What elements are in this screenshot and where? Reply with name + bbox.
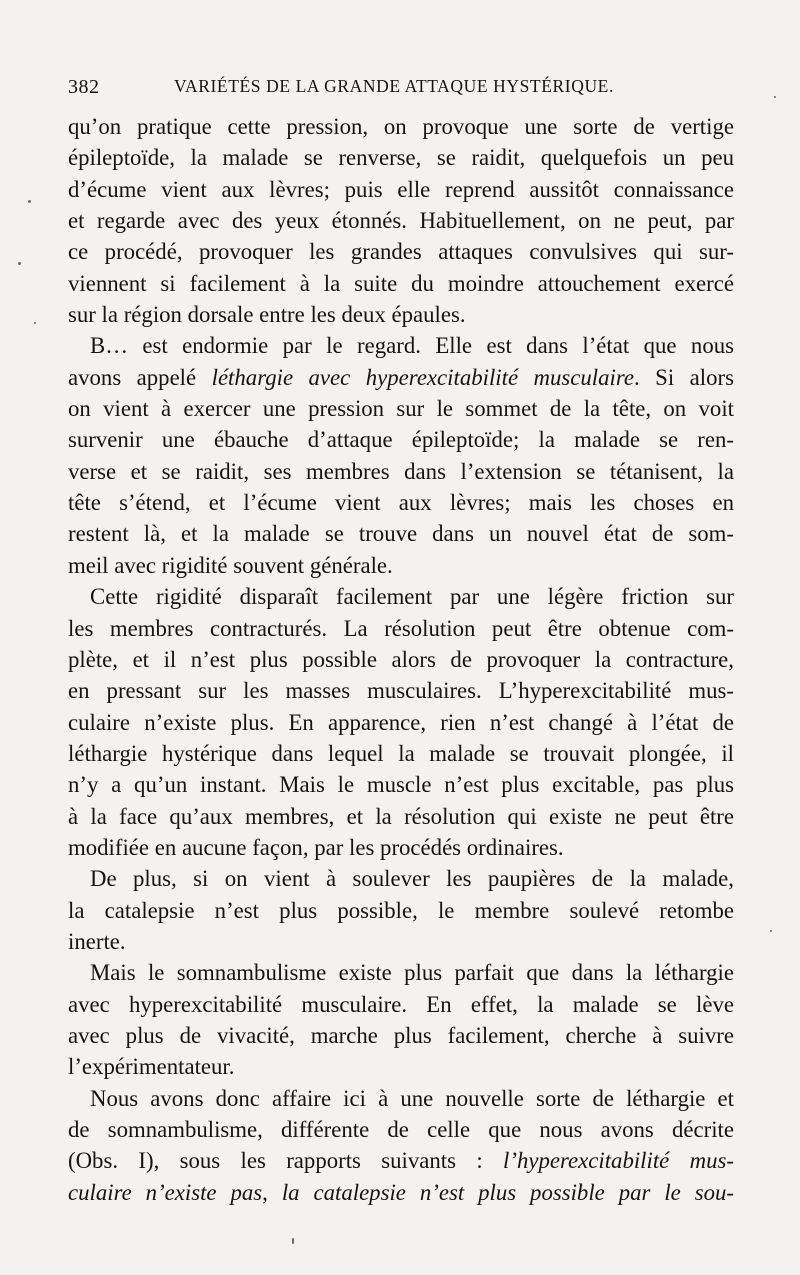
text-line: B… est endormie par le regard. Elle est dans l’état que nous [90, 333, 734, 359]
paragraph [68, 330, 734, 581]
text-line: culaire n’existe plus. En apparence, rien n’est changé à l’état de [68, 709, 734, 735]
text-line: l’expérimentateur. [68, 1054, 235, 1080]
text-line: léthargie hystérique dans lequel la malade se trouvait plongée, il [68, 740, 734, 766]
paragraph [68, 111, 734, 330]
text-line: Mais le somnambulisme existe plus parfait que dans la léthargie [90, 960, 734, 986]
italic-text: culaire n’existe pas [68, 1179, 263, 1205]
italic-text: l’hyperexcitabilité mus- [503, 1148, 734, 1174]
text-line: culaire n’existe pas, la catalepsie n’est plus possible par le sou- [68, 1179, 734, 1205]
paragraph [68, 581, 734, 863]
text-line: de somnambulisme, différente de celle que nous avons décrite [68, 1117, 734, 1142]
text-line: en pressant sur les masses musculaires. L’hyperexcitabilité mus- [68, 678, 734, 704]
paper-speck [770, 930, 772, 932]
text-line: avec plus de vivacité, marche plus facilement, cherche à suivre [68, 1022, 734, 1048]
text-line: modifiée en aucune façon, par les procédés ordinaires. [68, 834, 564, 860]
text-line: n’y a qu’un instant. Mais le muscle n’est plus excitable, pas plus [68, 772, 734, 798]
text-line: Nous avons donc affaire ici à une nouvelle sorte de léthargie et [90, 1085, 734, 1111]
running-title: VARIÉTÉS DE LA GRANDE ATTAQUE HYSTÉRIQUE. [174, 76, 614, 96]
text-line: inerte. [68, 928, 126, 954]
text-line: la catalepsie n’est plus possible, le membre soulevé retombe [68, 897, 734, 923]
text-line: verse et se raidit, ses membres dans l’extension se tétanisent, la [68, 458, 734, 484]
text-line: d’écume vient aux lèvres; puis elle reprend aussitôt connaissance [68, 176, 734, 202]
text-line: restent là, et la malade se trouve dans un nouvel état de som- [68, 521, 734, 547]
text-line: (Obs. I), sous les rapports suivants : l’hyperexcitabilité mus- [68, 1148, 734, 1174]
text-line: plète, et il n’est plus possible alors de provoquer la contracture, [68, 646, 734, 672]
page-header [68, 72, 734, 102]
text-line: ce procédé, provoquer les grandes attaques convulsives qui sur- [68, 239, 734, 265]
paper-speck [774, 96, 776, 98]
paper-speck [28, 200, 31, 203]
text-line: avons appelé léthargie avec hyperexcitabilité musculaire. Si alors [68, 364, 734, 390]
paragraph [68, 863, 734, 957]
text-line: épileptoïde, la malade se renverse, se raidit, quelquefois un peu [68, 145, 734, 171]
italic-text: la catalepsie n’est plus possible par le sou- [281, 1179, 734, 1205]
paragraph [68, 1083, 734, 1208]
text-line: à la face qu’aux membres, et la résolution qui existe ne peut être [68, 803, 734, 829]
page-number: 382 [68, 76, 100, 98]
text-line: et regarde avec des yeux étonnés. Habituellement, on ne peut, par [68, 208, 734, 234]
paragraph [68, 957, 734, 1082]
text-line: viennent si facilement à la suite du moindre attouchement exercé [68, 270, 734, 296]
body-text [68, 111, 734, 1208]
text-line: les membres contracturés. La résolution peut être obtenue com- [68, 615, 734, 641]
text-line: De plus, si on vient à soulever les paupières de la malade, [90, 866, 734, 892]
paper-speck [34, 322, 36, 324]
text-line: avec hyperexcitabilité musculaire. En effet, la malade se lève [68, 991, 734, 1017]
text-line: on vient à exercer une pression sur le sommet de la tête, on voit [68, 396, 734, 422]
text-line: tête s’étend, et l’écume vient aux lèvres; mais les choses en [68, 490, 734, 516]
paper-speck [18, 262, 21, 265]
text-line: Cette rigidité disparaît facilement par une légère friction sur [90, 584, 734, 610]
paper-speck [292, 1238, 294, 1244]
text-line: qu’on pratique cette pression, on provoque une sorte de vertige [68, 114, 734, 139]
text-line: sur la région dorsale entre les deux épaules. [68, 302, 466, 328]
italic-text: léthargie avec hyperexcitabilité musculaire [211, 364, 635, 390]
text-line: meil avec rigidité souvent générale. [68, 552, 393, 578]
text-line: survenir une ébauche d’attaque épileptoïde; la malade se ren- [68, 427, 734, 453]
